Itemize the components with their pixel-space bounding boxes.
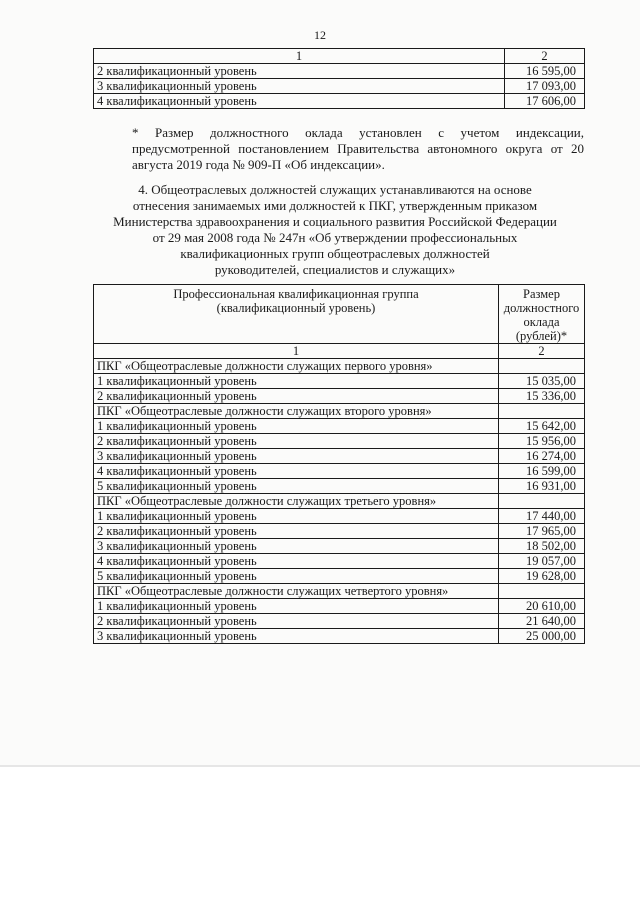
salary-value: 19 057,00 (499, 554, 585, 569)
salary-value: 16 599,00 (499, 464, 585, 479)
level-label: 2 квалификационный уровень (94, 614, 499, 629)
section-line: квалификационных групп общеотраслевых должностей (180, 246, 490, 261)
salary-value (499, 359, 585, 374)
level-label: 1 квалификационный уровень (94, 509, 499, 524)
level-label: 2 квалификационный уровень (94, 64, 505, 79)
group-row (94, 404, 585, 419)
level-label: 3 квалификационный уровень (94, 79, 505, 94)
table-row (94, 599, 585, 614)
table-row (94, 94, 585, 109)
table-row (94, 509, 585, 524)
table-row (94, 79, 585, 94)
group-row (94, 584, 585, 599)
level-label: 1 квалификационный уровень (94, 374, 499, 389)
salary-table-continued (93, 48, 585, 109)
level-label: 5 квалификационный уровень (94, 479, 499, 494)
level-label: 2 квалификационный уровень (94, 524, 499, 539)
group-row (94, 494, 585, 509)
page-number: 12 (314, 28, 326, 42)
level-label: 1 квалификационный уровень (94, 599, 499, 614)
group-label: ПКГ «Общеотраслевые должности служащих третьего уровня» (94, 494, 499, 509)
group-row (94, 359, 585, 374)
level-label: 5 квалификационный уровень (94, 569, 499, 584)
page-edge (0, 765, 640, 767)
salary-table-general-positions (93, 284, 585, 644)
salary-value: 16 595,00 (505, 64, 585, 79)
table-header-row (94, 49, 585, 64)
section-line: 4. Общеотраслевых должностей служащих устанавливаются на основе (138, 182, 532, 197)
section-line: отнесения занимаемых ими должностей к ПКГ, утвержденным приказом (132, 198, 538, 213)
table-row (94, 539, 585, 554)
salary-value: 17 606,00 (505, 94, 585, 109)
level-label: 4 квалификационный уровень (94, 94, 505, 109)
section-heading (84, 182, 586, 278)
section-line: Министерства здравоохранения и социального развития Российской Федерации (113, 214, 557, 229)
salary-value: 15 336,00 (499, 389, 585, 404)
header-line: Размер (523, 287, 560, 301)
salary-value: 21 640,00 (499, 614, 585, 629)
salary-value (499, 404, 585, 419)
salary-value: 16 931,00 (499, 479, 585, 494)
salary-value: 17 440,00 (499, 509, 585, 524)
salary-value: 16 274,00 (499, 449, 585, 464)
salary-value: 15 956,00 (499, 434, 585, 449)
table-row (94, 629, 585, 644)
level-label: 4 квалификационный уровень (94, 554, 499, 569)
table-row (94, 434, 585, 449)
level-label: 3 квалификационный уровень (94, 449, 499, 464)
table-row (94, 614, 585, 629)
group-label: ПКГ «Общеотраслевые должности служащих четвертого уровня» (94, 584, 499, 599)
salary-value: 25 000,00 (499, 629, 585, 644)
header-line: (рублей)* (515, 329, 568, 343)
column-index-1: 1 (94, 49, 505, 64)
column-header-group (94, 285, 499, 344)
table-row (94, 554, 585, 569)
header-line: должностного (503, 301, 580, 315)
salary-value: 17 965,00 (499, 524, 585, 539)
table-row (94, 64, 585, 79)
section-line: руководителей, специалистов и служащих» (214, 262, 456, 277)
column-index-2: 2 (499, 344, 585, 359)
table-header-row (94, 285, 585, 344)
header-line: Профессиональная квалификационная группа (173, 287, 419, 301)
table-row (94, 389, 585, 404)
column-index-1: 1 (94, 344, 499, 359)
header-line: (квалификационный уровень) (216, 301, 376, 315)
header-line: оклада (523, 315, 560, 329)
table-row (94, 524, 585, 539)
salary-value: 20 610,00 (499, 599, 585, 614)
salary-value: 17 093,00 (505, 79, 585, 94)
level-label: 3 квалификационный уровень (94, 539, 499, 554)
column-index-2: 2 (505, 49, 585, 64)
table-row (94, 569, 585, 584)
salary-value: 15 642,00 (499, 419, 585, 434)
table-row (94, 419, 585, 434)
group-label: ПКГ «Общеотраслевые должности служащих второго уровня» (94, 404, 499, 419)
table-row (94, 449, 585, 464)
table-index-row (94, 344, 585, 359)
salary-value: 19 628,00 (499, 569, 585, 584)
level-label: 3 квалификационный уровень (94, 629, 499, 644)
table-row (94, 464, 585, 479)
table-row (94, 374, 585, 389)
level-label: 1 квалификационный уровень (94, 419, 499, 434)
column-header-salary (499, 285, 585, 344)
footnote (96, 125, 584, 173)
section-line: от 29 мая 2008 года № 247н «Об утверждении профессиональных (152, 230, 518, 245)
level-label: 4 квалификационный уровень (94, 464, 499, 479)
group-label: ПКГ «Общеотраслевые должности служащих первого уровня» (94, 359, 499, 374)
level-label: 2 квалификационный уровень (94, 389, 499, 404)
salary-value: 15 035,00 (499, 374, 585, 389)
footnote-text: * Размер должностного оклада установлен с учетом индексации, предусмотренной постановлением Правительства автономного округа от 20 августа 2019 года № 909-П «Об индексации». (132, 125, 584, 172)
salary-value (499, 584, 585, 599)
table-row (94, 479, 585, 494)
salary-value (499, 494, 585, 509)
level-label: 2 квалификационный уровень (94, 434, 499, 449)
salary-value: 18 502,00 (499, 539, 585, 554)
